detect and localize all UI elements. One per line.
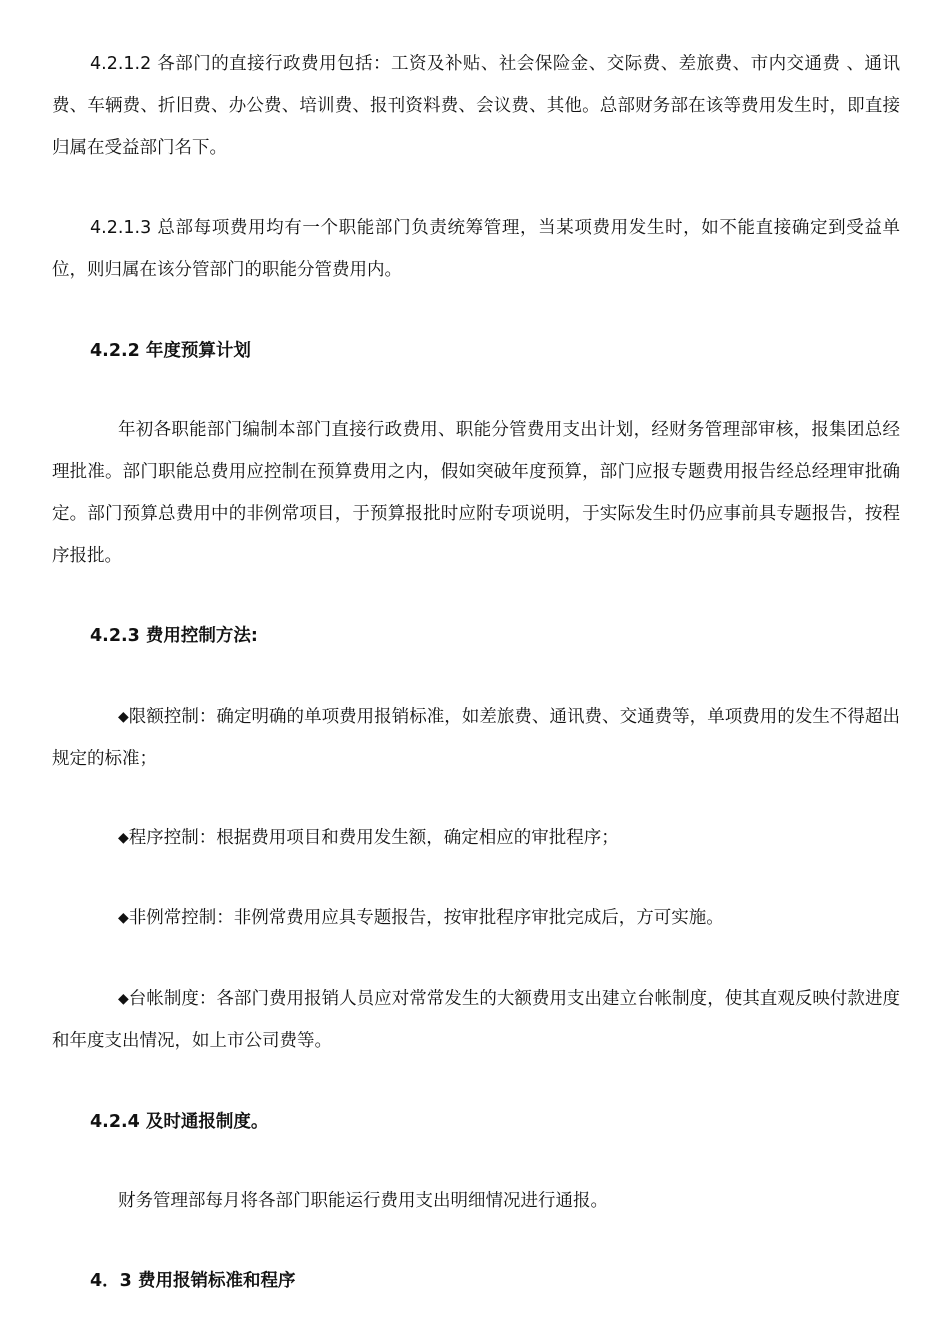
bullet-text: 程序控制：根据费用项目和费用发生额，确定相应的审批程序； xyxy=(128,828,619,848)
heading-4-2-3: 4.2.3 费用控制方法: xyxy=(90,626,258,646)
heading-4-2-4: 4.2.4 及时通报制度。 xyxy=(90,1112,269,1132)
bullet-ledger-system xyxy=(52,978,900,1062)
bullet-procedure-control xyxy=(52,817,900,859)
heading-4-2-2: 4.2.2 年度预算计划 xyxy=(90,341,251,361)
bullet-text: 非例常控制：非例常费用应具专题报告，按审批程序审批完成后，方可实施。 xyxy=(128,908,724,928)
diamond-bullet-icon: ◆ xyxy=(118,830,129,846)
bullet-text: 限额控制：确定明确的单项费用报销标准，如差旅费、通讯费、交通费等，单项费用的发生不得超出规定的标准； xyxy=(52,707,900,769)
paragraph-monthly-report: 财务管理部每月将各部门职能运行费用支出明细情况进行通报。 xyxy=(118,1191,608,1211)
diamond-bullet-icon: ◆ xyxy=(118,709,129,725)
paragraph-4-2-1-2: 4.2.1.2 各部门的直接行政费用包括：工资及补贴、社会保险金、交际费、差旅费、市内交通费 、通讯费、车辆费、折旧费、办公费、培训费、报刊资料费、会议费、其他。总部财务部在该等费用发生时，即直接归属在受益部门名下。 xyxy=(52,54,900,158)
diamond-bullet-icon: ◆ xyxy=(118,910,129,926)
bullet-non-routine-control xyxy=(52,897,900,939)
bullet-quota-control xyxy=(52,696,900,780)
paragraph-4-2-1-3: 4.2.1.3 总部每项费用均有一个职能部门负责统筹管理，当某项费用发生时，如不能直接确定到受益单位，则归属在该分管部门的职能分管费用内。 xyxy=(52,218,900,280)
heading-4-3: 4．3 费用报销标准和程序 xyxy=(90,1271,296,1291)
bullet-text: 台帐制度：各部门费用报销人员应对常常发生的大额费用支出建立台帐制度，使其直观反映付款进度和年度支出情况，如上市公司费等。 xyxy=(52,989,900,1051)
paragraph-annual-budget: 年初各职能部门编制本部门直接行政费用、职能分管费用支出计划，经财务管理部审核，报集团总经理批准。部门职能总费用应控制在预算费用之内，假如突破年度预算，部门应报专题费用报告经总经理审批确定。部门预算总费用中的非例常项目，于预算报批时应附专项说明，于实际发生时仍应事前具专题报告，按程序报批。 xyxy=(52,420,900,566)
diamond-bullet-icon: ◆ xyxy=(118,991,129,1007)
